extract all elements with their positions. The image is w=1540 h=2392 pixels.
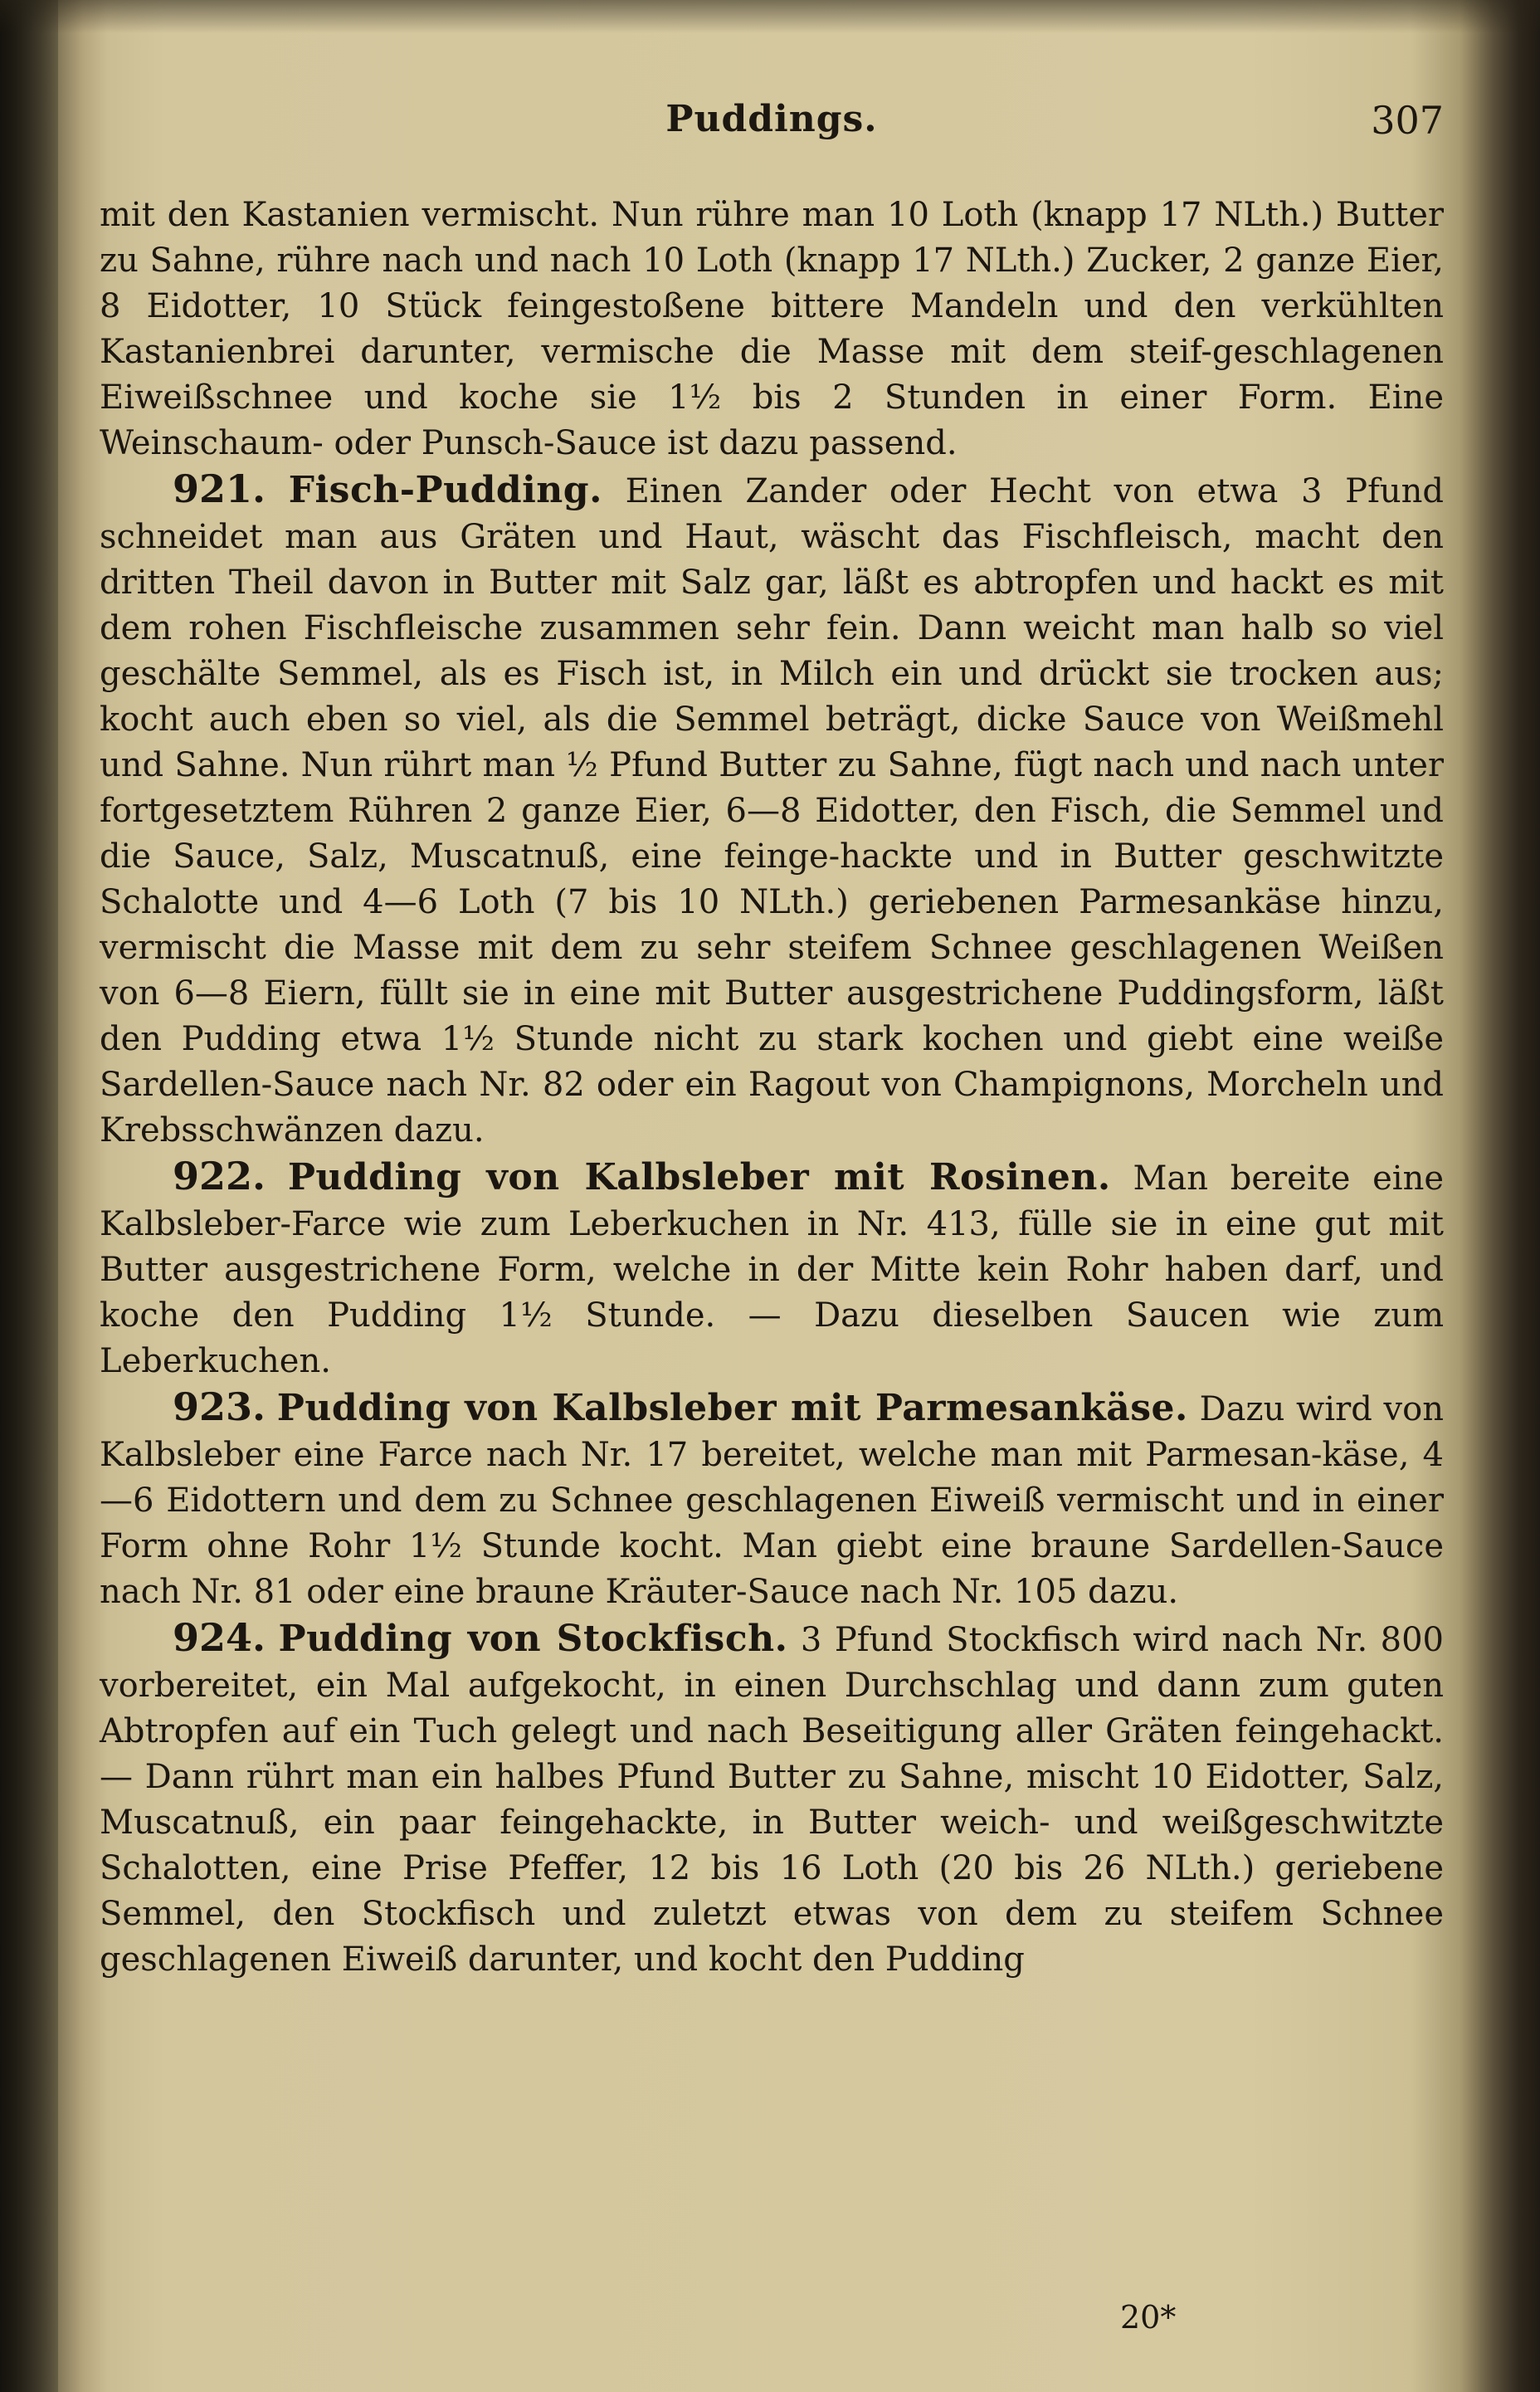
recipe-title: Fisch-Pudding. (288, 469, 602, 511)
page-header (100, 98, 1444, 148)
recipe-923 (100, 1384, 1444, 1615)
book-spine-shadow (0, 0, 58, 2392)
recipe-title: Pudding von Stockfisch. (278, 1618, 788, 1660)
recipe-number: 924. (173, 1615, 266, 1660)
recipe-text: 3 Pfund Stockfisch wird nach Nr. 800 vorbereitet, ein Mal aufgekocht, in einen Durchschlag und dann zum guten Abtropfen auf ein Tuch gelegt und nach Beseitigung aller Gräten feingehackt. — Dann rührt man ein halbes Pfund Butter zu Sahne, mischt 10 Eidotter, Salz, Muscatnuß, ein paar feingehackte, in Butter weich- und weißgeschwitzte Schalotten, eine Prise Pfeffer, 12 bis 16 Loth (20 bis 26 NLth.) geriebene Semmel, den Stockfisch und zuletzt etwas von dem zu steifem Schnee geschlagenen Eiweiß darunter, und kocht den Pudding (100, 1621, 1445, 1979)
recipe-921 (100, 466, 1444, 1154)
body-text (100, 193, 1444, 1983)
recipe-text: Einen Zander oder Hecht von etwa 3 Pfund schneidet man aus Gräten und Haut, wäscht das Fischfleisch, macht den dritten Theil davon in Butter mit Salz gar, läßt es abtropfen und hackt es mit dem rohen Fischfleische zusammen sehr fein. Dann weicht man halb so viel geschälte Semmel, als es Fisch ist, in Milch ein und drückt sie trocken aus; kocht auch eben so viel, als die Semmel beträgt, dicke Sauce von Weißmehl und Sahne. Nun rührt man ½ Pfund Butter zu Sahne, fügt nach und nach unter fortgesetztem Rühren 2 ganze Eier, 6—8 Eidotter, den Fisch, die Semmel und die Sauce, Salz, Muscatnuß, eine feinge-hackte und in Butter geschwitzte Schalotte und 4—6 Loth (7 bis 10 NLth.) geriebenen Parmesankäse hinzu, vermischt die Masse mit dem zu sehr steifem Schnee geschlagenen Weißen von 6—8 Eiern, füllt sie in eine mit Butter ausgestrichene Puddingsform, läßt den Pudding etwa 1½ Stunde nicht zu stark kochen und giebt eine weiße Sardellen-Sauce nach Nr. 82 oder ein Ragout von Champignons, Morcheln und Krebsschwänzen dazu. (100, 472, 1445, 1150)
recipe-number: 921. (173, 466, 266, 511)
recipe-922 (100, 1154, 1444, 1384)
recipe-title: Pudding von Kalbsleber mit Rosinen. (287, 1156, 1111, 1198)
signature-mark: 20* (1120, 2299, 1177, 2336)
recipe-number: 923. (173, 1384, 266, 1429)
book-page (83, 0, 1494, 2392)
continuation-paragraph: mit den Kastanien vermischt. Nun rühre man 10 Loth (knapp 17 NLth.) Butter zu Sahne, rühre nach und nach 10 Loth (knapp 17 NLth.) Zucker, 2 ganze Eier, 8 Eidotter, 10 Stück feingestoßene bittere Mandeln und den verkühlten Kastanienbrei darunter, vermische die Masse mit dem steif-geschlagenen Eiweißschnee und koche sie 1½ bis 2 Stunden in einer Form. Eine Weinschaum- oder Punsch-Sauce ist dazu passend. (100, 196, 1444, 462)
recipe-title: Pudding von Kalbsleber mit Parmesankäse. (276, 1387, 1188, 1429)
recipe-924 (100, 1615, 1444, 1983)
page-number: 307 (1371, 98, 1444, 143)
running-title: Puddings. (665, 98, 878, 140)
recipe-text: Man bereite eine Kalbsleber-Farce wie zum Leberkuchen in Nr. 413, fülle sie in eine gut mit Butter ausgestrichene Form, welche in der Mitte kein Rohr haben darf, und koche den Pudding 1½ Stunde. — Dazu dieselben Saucen wie zum Leberkuchen. (100, 1159, 1445, 1380)
recipe-number: 922. (173, 1154, 266, 1198)
recipe-text: Dazu wird von Kalbsleber eine Farce nach Nr. 17 bereitet, welche man mit Parmesan-käse, 4—6 Eidottern und dem zu Schnee geschlagenen Eiweiß vermischt und in einer Form ohne Rohr 1½ Stunde kocht. Man giebt eine braune Sardellen-Sauce nach Nr. 81 oder eine braune Kräuter-Sauce nach Nr. 105 dazu. (100, 1390, 1444, 1611)
